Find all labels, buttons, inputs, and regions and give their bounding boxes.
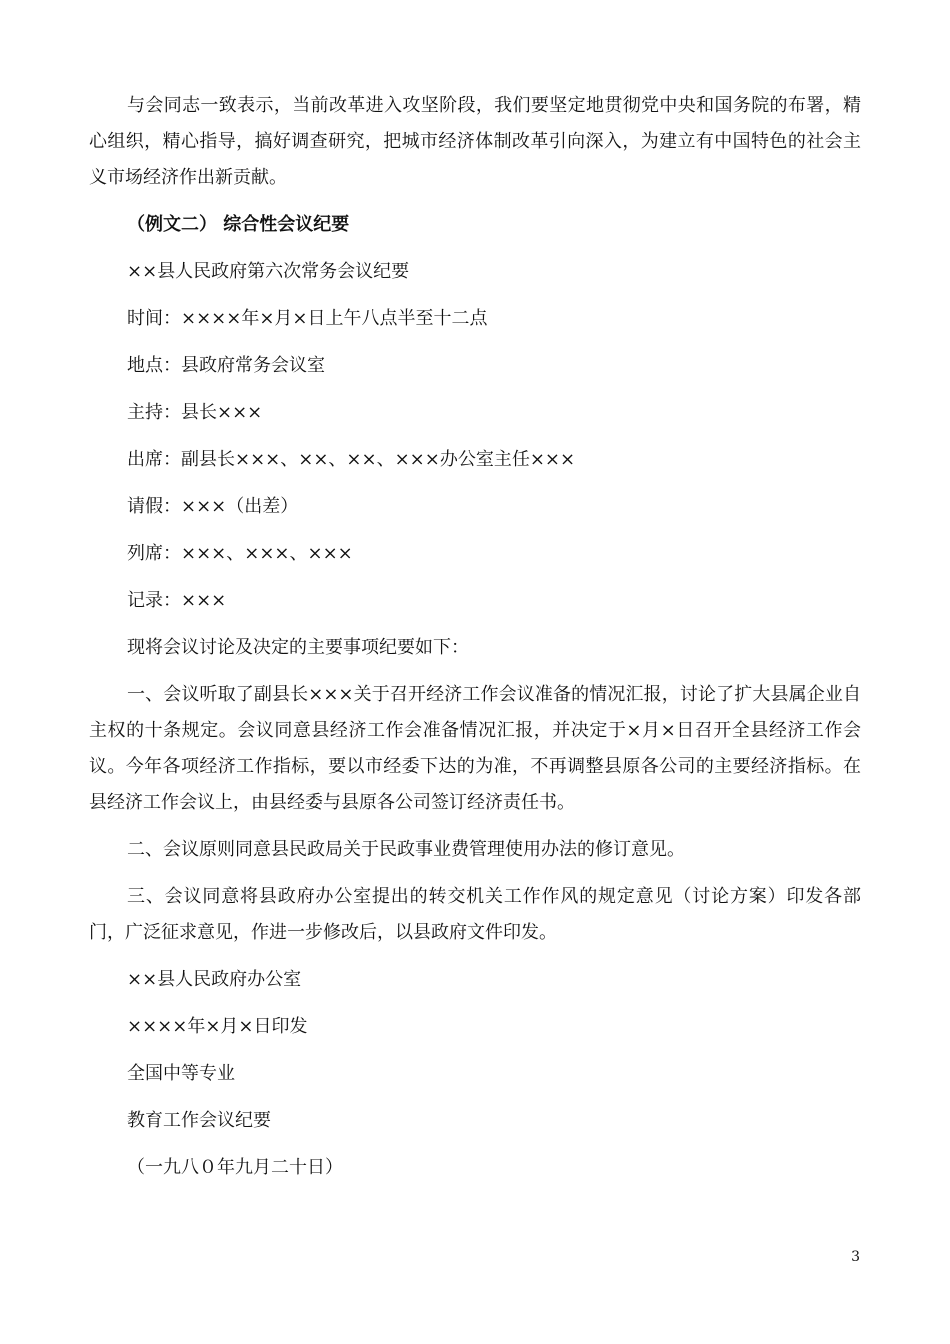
next-document-date: （一九八０年九月二十日） (127, 1157, 343, 1178)
meeting-attendees: 出席：副县长×××、××、××、×××办公室主任××× (127, 449, 576, 470)
document-body (89, 88, 861, 1186)
page-number: 3 (851, 1249, 860, 1265)
issue-date: ××××年×月×日印发 (127, 1016, 308, 1037)
issuer: ××县人民政府办公室 (127, 969, 302, 990)
next-document-title-line-2: 教育工作会议纪要 (127, 1110, 271, 1131)
meeting-time: 时间：××××年×月×日上午八点半至十二点 (127, 308, 488, 329)
minutes-item-2: 二、会议原则同意县民政局关于民政事业费管理使用办法的修订意见。 (127, 839, 685, 860)
minutes-item-3: 三、会议同意将县政府办公室提出的转交机关工作作风的规定意见（讨论方案）印发各部门，广泛征求意见，作进一步修改后，以县政府文件印发。 (89, 886, 861, 943)
meeting-title: ××县人民政府第六次常务会议纪要 (127, 261, 410, 282)
minutes-item-1: 一、会议听取了副县长×××关于召开经济工作会议准备的情况汇报，讨论了扩大县属企业自主权的十条规定。会议同意县经济工作会准备情况汇报，并决定于×月×日召开全县经济工作会议。今年各项经济工作指标，要以市经委下达的为准，不再调整县原各公司的主要经济指标。在县经济工作会议上，由县经委与县原各公司签订经济责任书。 (89, 684, 861, 813)
closing-paragraph: 与会同志一致表示，当前改革进入攻坚阶段，我们要坚定地贯彻党中央和国务院的布署，精心组织，精心指导，搞好调查研究，把城市经济体制改革引向深入，为建立有中国特色的社会主义市场经济作出新贡献。 (89, 95, 861, 188)
next-document-title-line-1: 全国中等专业 (127, 1063, 235, 1084)
meeting-host: 主持：县长××× (127, 402, 263, 423)
meeting-observers: 列席：×××、×××、××× (127, 543, 353, 564)
minutes-intro: 现将会议讨论及决定的主要事项纪要如下： (127, 637, 469, 658)
meeting-place: 地点：县政府常务会议室 (127, 355, 325, 376)
meeting-recorder: 记录：××× (127, 590, 227, 611)
example-heading: （例文二） 综合性会议纪要 (127, 214, 350, 235)
meeting-leave: 请假：×××（出差） (127, 496, 299, 517)
